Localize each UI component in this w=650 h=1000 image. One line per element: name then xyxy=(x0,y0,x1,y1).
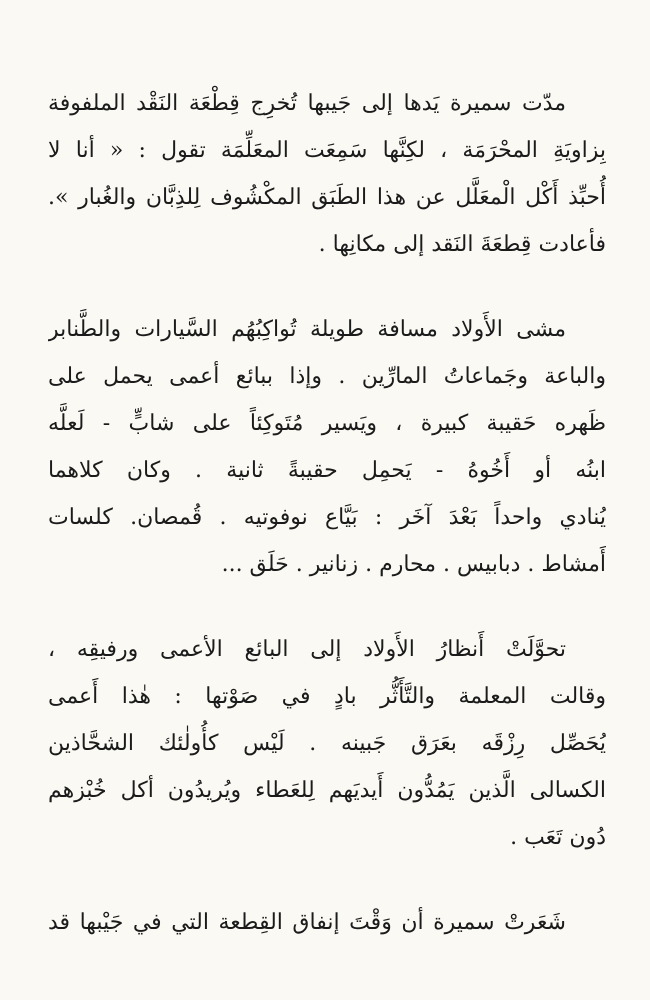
text-line: مشى الأَولاد مسافة طويلة تُواكِبُهُم السَّيارات والطَّنابر xyxy=(48,317,566,342)
text-line: مدّت سميرة يَدها إلى جَيبها تُخرِج قِطْعَة النَقْد الملفوفة xyxy=(48,91,566,116)
text-line: فأعادت قِطعَةَ النَقد إلى مكانِها . xyxy=(318,232,606,257)
text-line: يُحَصِّل رِزْقَه بعَرَق جَبينه . لَيْس كأُولٰئك الشحَّاذين xyxy=(48,731,606,756)
text-line: ابنُه أو أَخُوهُ - يَحمِل حقيبةً ثانية . وكان كلاهما xyxy=(48,458,606,483)
paragraph-gap xyxy=(48,268,606,306)
paragraph-3 xyxy=(48,626,606,861)
text-line: والباعة وجَماعاتُ المارِّين . وإذا ببائع أعمى يحمل على xyxy=(48,364,606,389)
book-page xyxy=(48,80,606,980)
paragraph-gap xyxy=(48,588,606,626)
text-line: ظَهره حَقيبة كبيرة ، ويَسير مُتَوكِئاً على شابٍّ - لَعلَّه xyxy=(48,411,606,436)
text-line: وقالت المعلمة والتَّأَثُّر بادٍ في صَوْتها : هٰذا أَعمى xyxy=(48,684,606,709)
paragraph-2 xyxy=(48,306,606,588)
paragraph-1 xyxy=(48,80,606,268)
paragraph-gap xyxy=(48,861,606,899)
paragraph-4 xyxy=(48,899,606,946)
text-line: دُون تَعَب . xyxy=(510,825,606,850)
text-line: أُحبِّذ أَكْل الْمعَلَّل عن هذا الطَبَق المكْشُوف لِلذِبَّان والغُبار ». xyxy=(48,185,606,210)
text-line: الكسالى الَّذين يَمُدُّون أَيديَهم لِلعَطاء ويُريدُون أكل خُبْزهم xyxy=(48,778,606,803)
text-line: يُنادي واحداً بَعْدَ آخَر : بَيَّاع نوفوتيه . قُمصان. كلسات xyxy=(48,505,606,530)
text-line: تحوَّلَتْ أَنظارُ الأَولاد إلى البائع الأعمى ورفيقِه ، xyxy=(48,637,566,662)
text-line: أَمشاط . دبابيس . محارم . زنانير . حَلَق ... xyxy=(221,552,606,577)
text-line: شَعَرتْ سميرة أن وَقْتَ إنفاق القِطعة التي في جَيْبها قد xyxy=(48,910,566,935)
text-line: بِزاويَةِ المحْرَمَة ، لكِنَّها سَمِعَت المعَلِّمَة تقول : « أنا لا xyxy=(48,138,606,163)
